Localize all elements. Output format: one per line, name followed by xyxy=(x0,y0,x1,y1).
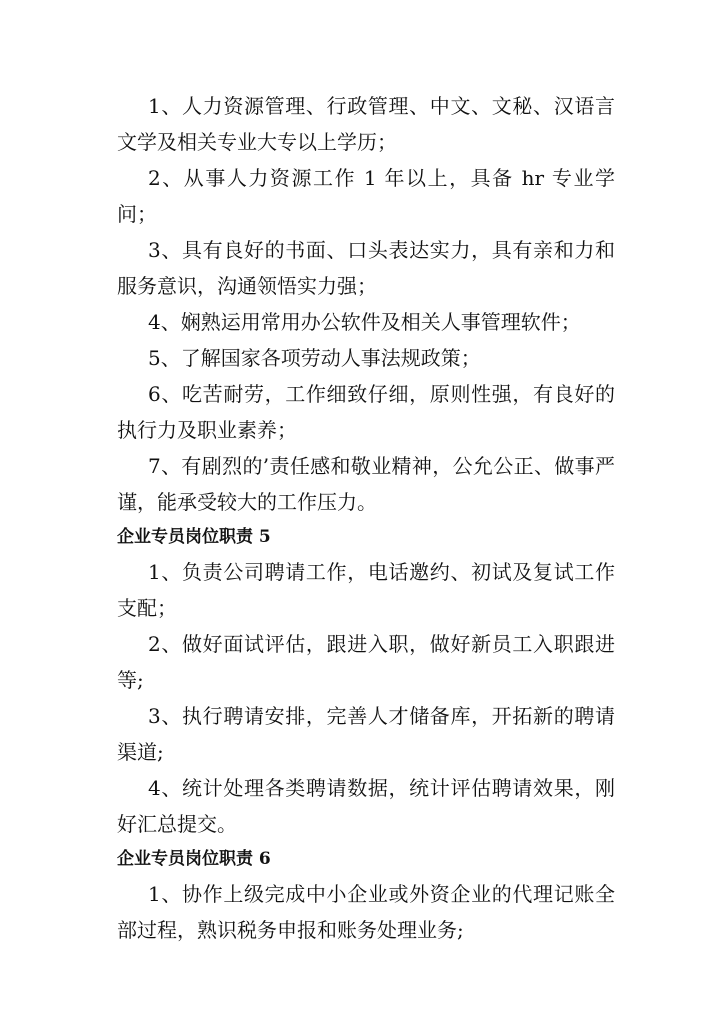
duty-5-item-3: 3、执行聘请安排，完善人才储备库，开拓新的聘请渠道; xyxy=(117,704,615,764)
requirement-item-5: 5、了解国家各项劳动人事法规政策； xyxy=(148,346,481,370)
duty-5-item-1: 1、负责公司聘请工作，电话邀约、初试及复试工作支配； xyxy=(117,560,615,620)
requirement-item-7: 7、有剧烈的’责任感和敬业精神，公允公正、做事严谨，能承受较大的工作压力。 xyxy=(117,454,615,514)
requirement-item-4: 4、娴熟运用常用办公软件及相关人事管理软件； xyxy=(148,310,581,334)
document-body xyxy=(117,88,615,948)
requirement-item-3: 3、具有良好的书面、口头表达实力，具有亲和力和服务意识，沟通领悟实力强； xyxy=(117,238,615,298)
section-heading-6: 企业专员岗位职责 6 xyxy=(117,849,271,869)
duty-5-item-2: 2、做好面试评估，跟进入职，做好新员工入职跟进等; xyxy=(117,632,615,692)
requirement-item-2: 2、从事人力资源工作 1 年以上，具备 hr 专业学问； xyxy=(117,166,615,226)
requirement-item-1: 1、人力资源管理、行政管理、中文、文秘、汉语言文学及相关专业大专以上学历； xyxy=(117,94,615,154)
duty-5-item-4: 4、统计处理各类聘请数据，统计评估聘请效果，刚好汇总提交。 xyxy=(117,776,615,836)
duty-6-item-1: 1、协作上级完成中小企业或外资企业的代理记账全部过程，熟识税务申报和账务处理业务; xyxy=(117,882,615,942)
section-heading-5: 企业专员岗位职责 5 xyxy=(117,527,271,547)
requirement-item-6: 6、吃苦耐劳，工作细致仔细，原则性强，有良好的执行力及职业素养； xyxy=(117,382,615,442)
